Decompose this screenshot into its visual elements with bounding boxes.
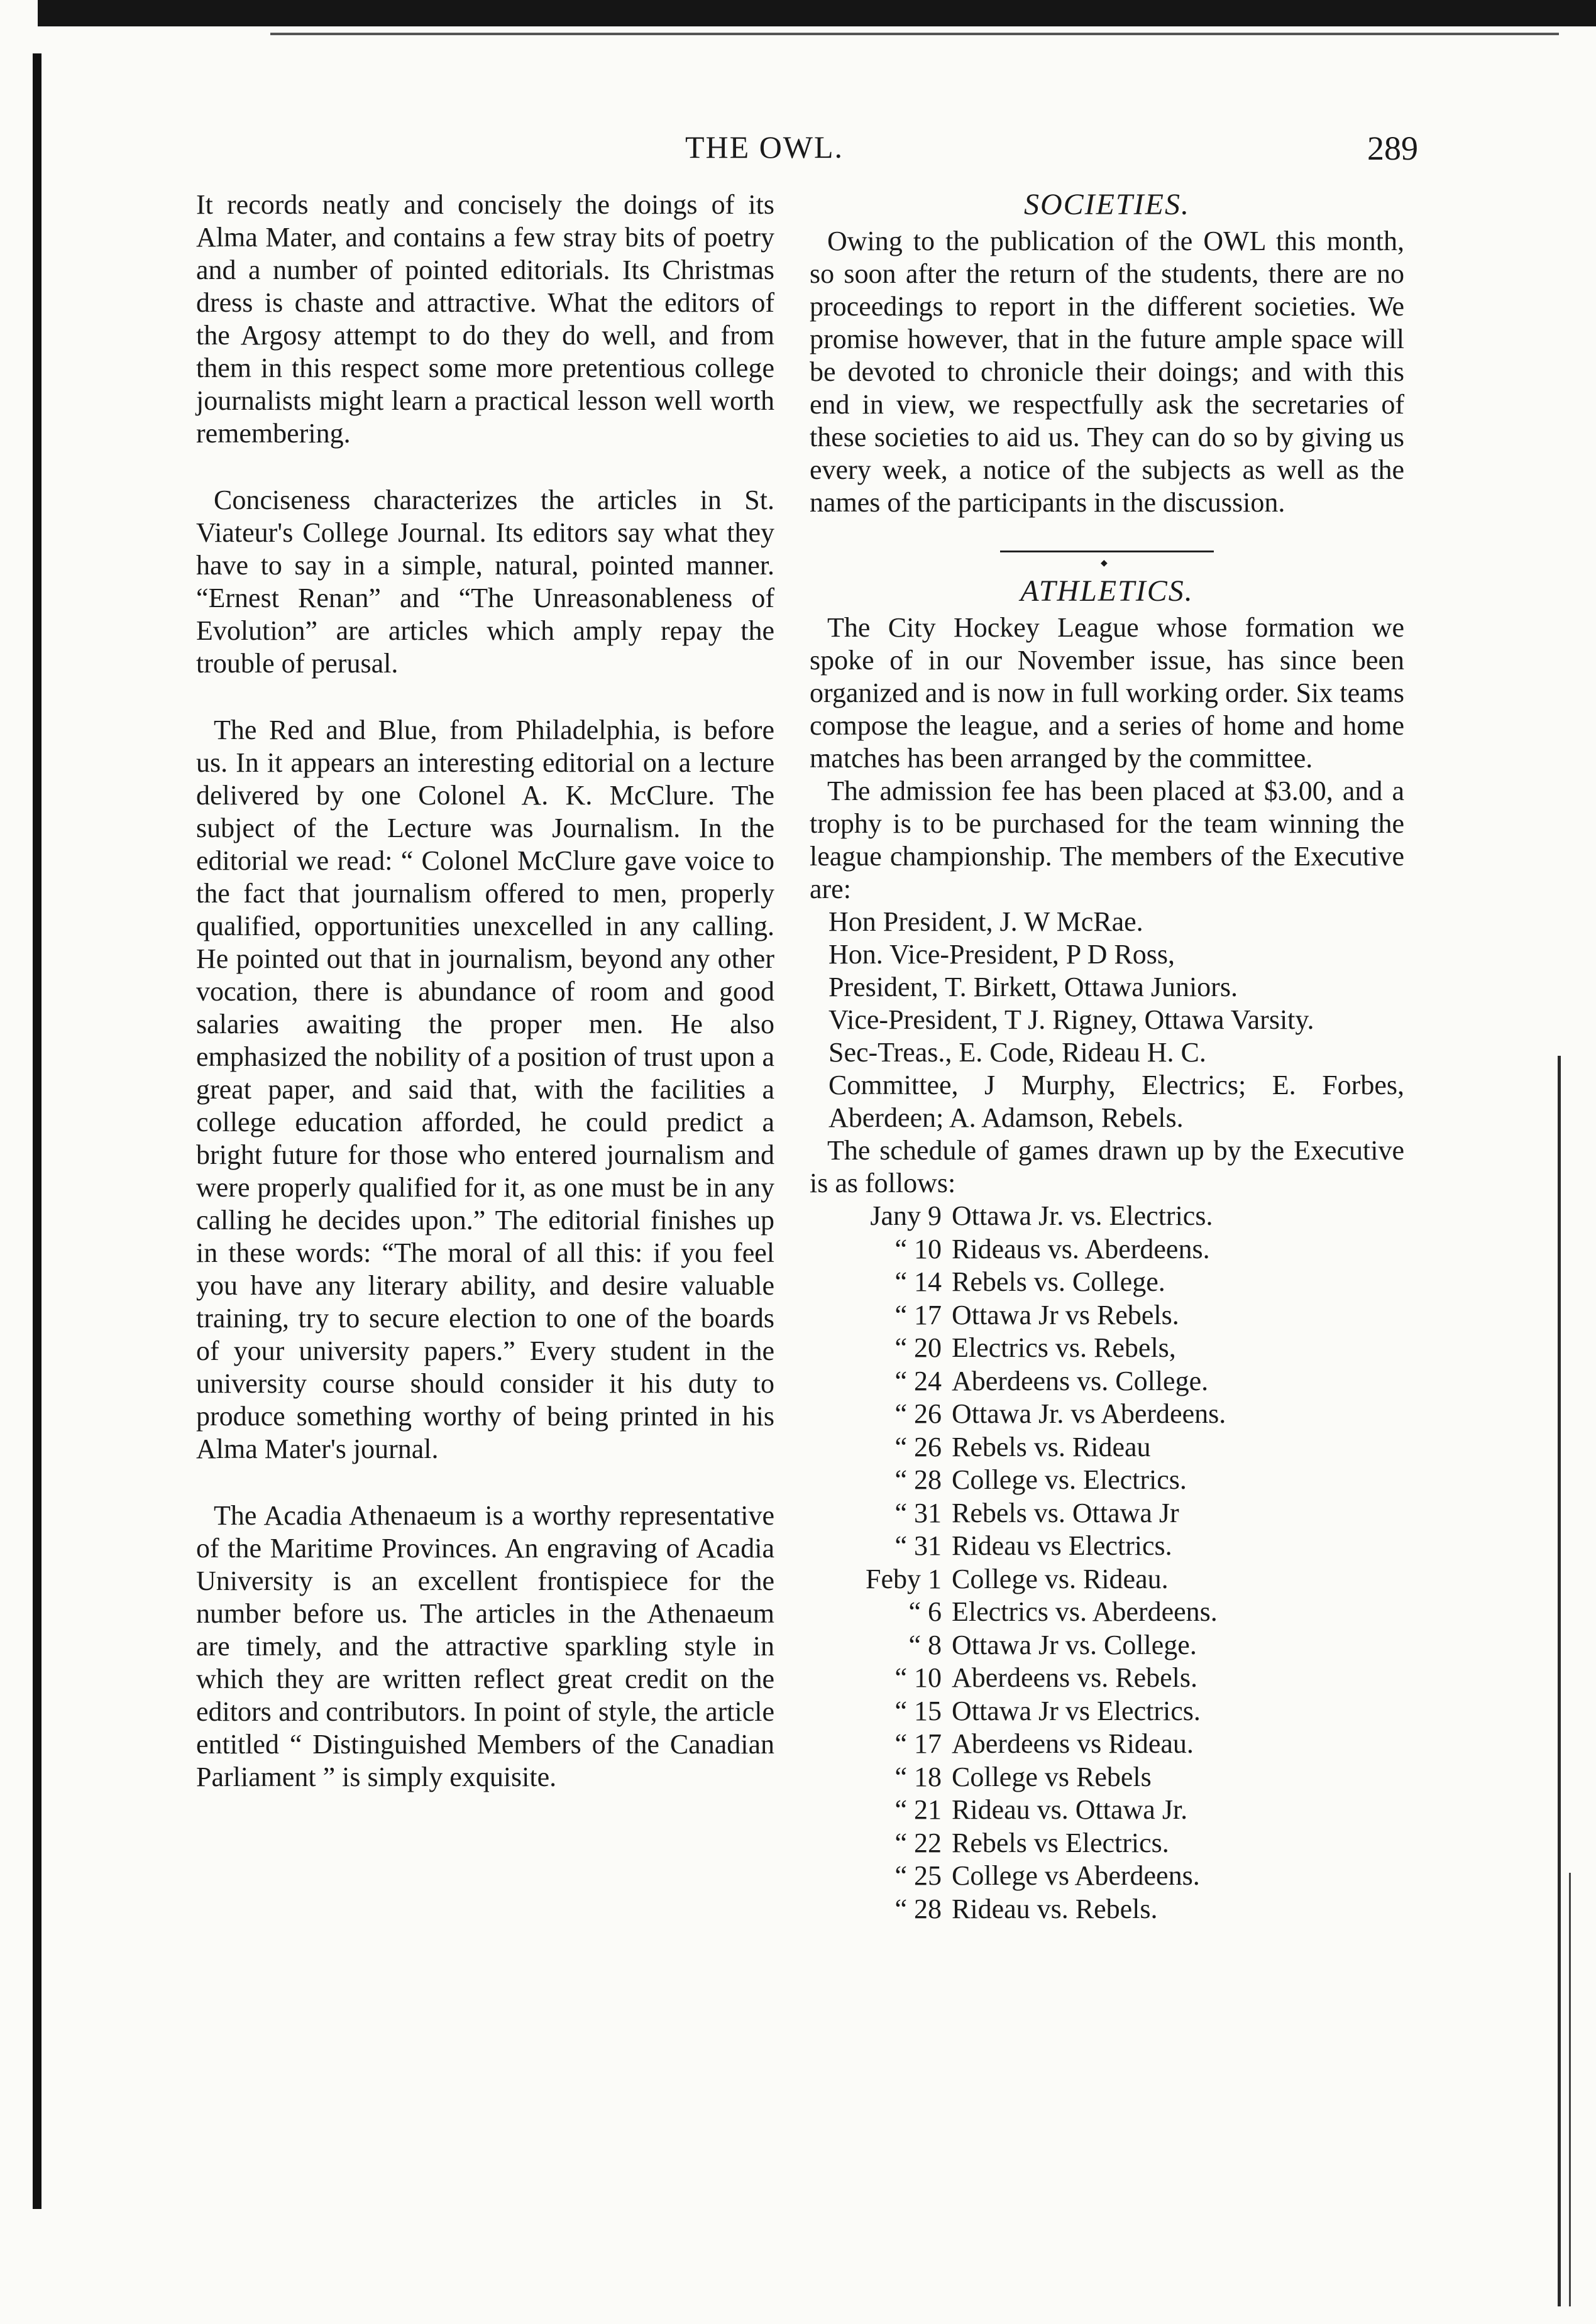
game-teams: Ottawa Jr vs Rebels. — [952, 1299, 1179, 1330]
game-teams: Rideaus vs. Aberdeens. — [952, 1233, 1210, 1264]
schedule-row — [810, 1365, 1404, 1398]
game-date: “ 25 — [894, 1860, 942, 1891]
game-date: “ 22 — [894, 1827, 942, 1858]
schedule-row — [810, 1332, 1404, 1365]
schedule-row — [810, 1497, 1404, 1530]
schedule-row — [810, 1398, 1404, 1431]
executive-member: President, T. Birkett, Ottawa Juniors. — [828, 972, 1238, 1002]
schedule-row — [810, 1596, 1404, 1629]
game-teams: Rideau vs. Ottawa Jr. — [952, 1794, 1188, 1825]
game-date: “ 6 — [908, 1596, 942, 1627]
schedule-row — [810, 1629, 1404, 1662]
game-teams: Rideau vs. Rebels. — [952, 1893, 1158, 1924]
game-date: “ 28 — [894, 1464, 942, 1495]
game-date: “ 18 — [894, 1761, 942, 1792]
game-date: “ 10 — [894, 1233, 942, 1264]
acadia-athenaeum-paragraph: The Acadia Athenaeum is a worthy representative of the Maritime Provinces. An engraving of Acadia University is an excellent frontispiece for the number before us. The articles in the Athenaeum are timely, and the attractive sparkling style in which they are written reflect great credit on the editors and contributors. In point of style, the article entitled “ Distinguished Members of the Canadian Parliament ” is simply exquisite. — [196, 1500, 774, 1792]
game-teams: College vs Rebels — [952, 1761, 1152, 1792]
st-viateur-paragraph: Conciseness characterizes the articles in St. Viateur's College Journal. Its editors say what they have to say in a simple, natural, pointed manner. “Ernest Renan” and “The Unreasonableness of Evolution” are articles which amply repay the trouble of perusal. — [196, 485, 774, 679]
game-teams: Ottawa Jr. vs Aberdeens. — [952, 1398, 1226, 1429]
schedule-row — [810, 1200, 1404, 1233]
schedule-row — [810, 1299, 1404, 1332]
game-date: “ 26 — [894, 1431, 942, 1462]
game-teams: Rebels vs. Rideau — [952, 1431, 1151, 1462]
executive-member: Vice-President, T J. Rigney, Ottawa Varsity. — [828, 1004, 1314, 1035]
executive-member: Hon President, J. W McRae. — [828, 906, 1143, 937]
game-date: “ 31 — [894, 1530, 942, 1561]
scan-top-line — [270, 33, 1559, 35]
game-date: “ 24 — [894, 1365, 942, 1396]
scan-right-edge — [1558, 1056, 1561, 2306]
schedule-row — [810, 1563, 1404, 1596]
game-date: “ 21 — [894, 1794, 942, 1825]
game-teams: Aberdeens vs. College. — [952, 1365, 1209, 1396]
game-teams: Electrics vs. Aberdeens. — [952, 1596, 1218, 1627]
game-date: “ 20 — [894, 1332, 942, 1363]
societies-paragraph: Owing to the publication of the OWL this month, so soon after the return of the students, there are no proceedings to report in the different societies. We promise however, that in the future ample space will be devoted to chronicle their doings; and with this end in view, we respectfully ask the secretaries of these societies to aid us. They can do so by giving us every week, a notice of the subjects as well as the names of the participants in the discussion. — [810, 226, 1404, 518]
game-date: Jany 9 — [870, 1200, 942, 1231]
game-teams: College vs. Rideau. — [952, 1563, 1169, 1594]
running-head: THE OWL. — [685, 129, 844, 165]
game-teams: College vs Aberdeens. — [952, 1860, 1200, 1891]
game-date: “ 17 — [894, 1728, 942, 1759]
game-teams: Ottawa Jr. vs. Electrics. — [952, 1200, 1213, 1231]
schedule-list — [810, 1200, 1404, 1926]
schedule-row — [810, 1893, 1404, 1926]
game-teams: Rebels vs Electrics. — [952, 1827, 1169, 1858]
game-date: “ 26 — [894, 1398, 942, 1429]
game-teams: Rebels vs. College. — [952, 1266, 1165, 1297]
executive-member: Sec-Treas., E. Code, Rideau H. C. — [828, 1037, 1206, 1068]
game-teams: Aberdeens vs. Rebels. — [952, 1662, 1198, 1693]
athletics-heading: ATHLETICS. — [1020, 574, 1194, 608]
admission-paragraph: The admission fee has been placed at $3.00, and a trophy is to be purchased for the team winning the league championship. The members of the Executive are: — [810, 776, 1404, 904]
game-date: “ 28 — [894, 1893, 942, 1924]
societies-heading: SOCIETIES. — [1024, 188, 1190, 221]
game-teams: Rideau vs Electrics. — [952, 1530, 1172, 1561]
game-date: “ 10 — [894, 1662, 942, 1693]
game-teams: Ottawa Jr vs Electrics. — [952, 1695, 1201, 1726]
schedule-row — [810, 1233, 1404, 1266]
left-column — [196, 189, 774, 1828]
schedule-row — [810, 1695, 1404, 1728]
executive-list — [810, 906, 1404, 1134]
schedule-row — [810, 1761, 1404, 1794]
executive-member: Hon. Vice-President, P D Ross, — [828, 939, 1175, 970]
red-and-blue-paragraph: The Red and Blue, from Philadelphia, is before us. In it appears an interesting editorial on a lecture delivered by one Colonel A. K. McClure. The subject of the Lecture was Journalism. In the editorial we read: “ Colonel McClure gave voice to the fact that journalism offered to men, properly qualified, opportunities unexcelled in any calling. He pointed out that in journalism, beyond any other vocation, there is abundance of room and good salaries awaiting the proper men. He also emphasized the nobility of a position of trust upon a great paper, and said that, with the facilities a college education afforded, he could predict a bright future for those who entered journalism and were properly qualified for it, as one must be in any calling he decides upon.” The editorial finishes up in these words: “The moral of all this: if you feel you have any literary ability, and desire valuable training, try to secure election to one of the boards of your university papers.” Every student in the university course should consider it his duty to produce something worthy of being printed in his Alma Mater's journal. — [196, 715, 774, 1464]
scan-top-bar — [38, 0, 1596, 26]
right-column — [810, 189, 1404, 1926]
game-date: “ 14 — [894, 1266, 942, 1297]
game-teams: Rebels vs. Ottawa Jr — [952, 1497, 1179, 1528]
schedule-row — [810, 1266, 1404, 1299]
argosy-paragraph: It records neatly and concisely the doings of its Alma Mater, and contains a few stray bits of poetry and a number of pointed editorials. Its Christmas dress is chaste and attractive. What the editors of the Argosy attempt to do they do well, and from them in this respect some more pretentious college journalists might learn a practical lesson well worth remembering. — [196, 189, 774, 449]
schedule-row — [810, 1464, 1404, 1497]
game-teams: Aberdeens vs Rideau. — [952, 1728, 1194, 1759]
game-date: “ 8 — [908, 1629, 942, 1660]
section-divider — [1000, 551, 1214, 568]
executive-member: Committee, J Murphy, Electrics; E. Forbes, Aberdeen; A. Adamson, Rebels. — [828, 1070, 1404, 1133]
schedule-row — [810, 1530, 1404, 1563]
scan-left-edge — [33, 53, 41, 2209]
game-teams: College vs. Electrics. — [952, 1464, 1187, 1495]
game-teams: Ottawa Jr vs. College. — [952, 1629, 1197, 1660]
page-number: 289 — [1367, 129, 1418, 167]
game-date: “ 17 — [894, 1299, 942, 1330]
divider-ornament: ◆ — [1101, 559, 1108, 568]
schedule-row — [810, 1662, 1404, 1695]
schedule-row — [810, 1794, 1404, 1827]
schedule-row — [810, 1431, 1404, 1464]
game-date: Feby 1 — [866, 1563, 942, 1594]
schedule-row — [810, 1827, 1404, 1860]
schedule-row — [810, 1728, 1404, 1761]
game-teams: Electrics vs. Rebels, — [952, 1332, 1176, 1363]
game-date: “ 31 — [894, 1497, 942, 1528]
game-date: “ 15 — [894, 1695, 942, 1726]
scan-right-edge-secondary — [1569, 1873, 1571, 2306]
schedule-intro: The schedule of games drawn up by the Executive is as follows: — [810, 1135, 1404, 1198]
schedule-row — [810, 1860, 1404, 1893]
hockey-league-paragraph: The City Hockey League whose formation we spoke of in our November issue, has since been organized and is now in full working order. Six teams compose the league, and a series of home and home matches has been arranged by the committee. — [810, 612, 1404, 774]
